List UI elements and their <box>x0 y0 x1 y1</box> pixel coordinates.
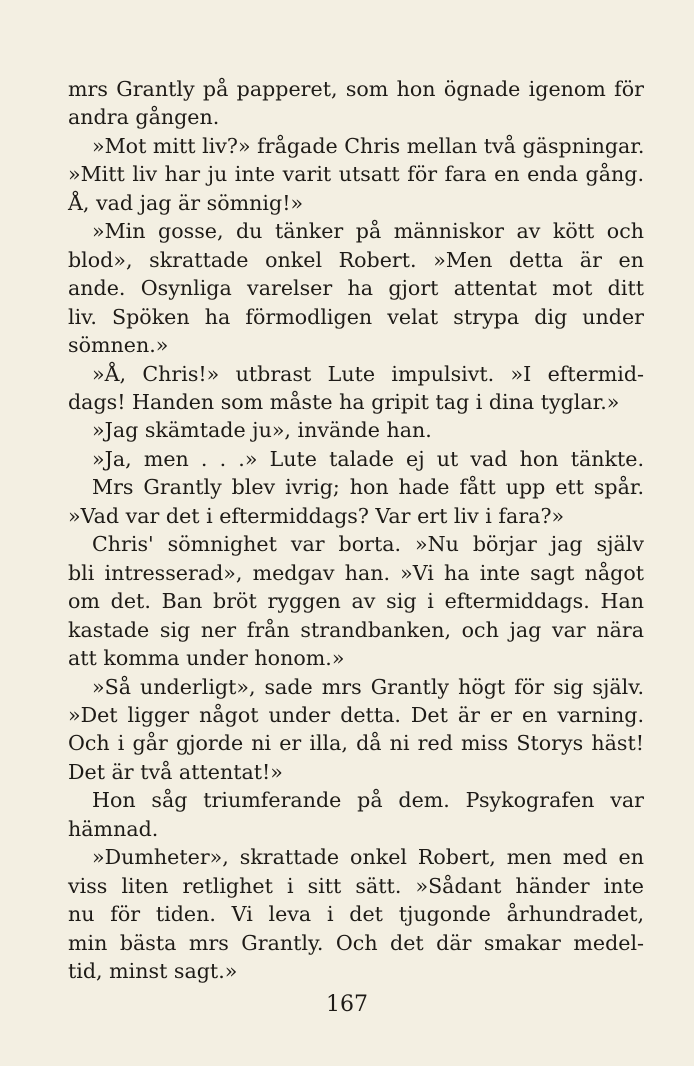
text-line: hämnad. <box>68 816 159 841</box>
text-line: nu för tiden. Vi leva i det tjugonde århundradet, <box>68 902 644 927</box>
text-line: dags! Handen som måste ha gripit tag i dina tyglar.» <box>68 389 620 414</box>
text-line: min bästa mrs Grantly. Och det där smakar medel- <box>68 930 644 955</box>
text-line: »Vad var det i eftermiddags? Var ert liv i fara?» <box>68 503 565 528</box>
text-line: »Ja, men . . .» Lute talade ej ut vad hon tänkte. <box>92 446 644 471</box>
text-line: Mrs Grantly blev ivrig; hon hade fått upp ett spår. <box>92 475 644 500</box>
text-line: sömnen.» <box>68 333 169 358</box>
text-line: Å, vad jag är sömnig!» <box>68 190 304 215</box>
text-line: »Så underligt», sade mrs Grantly högt för sig själv. <box>92 674 644 699</box>
text-line: »Jag skämtade ju», invände han. <box>92 418 432 443</box>
text-line: om det. Ban bröt ryggen av sig i eftermiddags. Han <box>68 589 644 614</box>
body-text <box>68 75 644 986</box>
text-line: blod», skrattade onkel Robert. »Men detta är en <box>68 247 644 272</box>
text-line: kastade sig ner från strandbanken, och jag var nära <box>68 617 644 642</box>
text-line: Chris' sömnighet var borta. »Nu börjar jag själv <box>92 532 644 557</box>
text-line: Det är två attentat!» <box>68 759 283 784</box>
text-line: »Min gosse, du tänker på människor av kött och <box>92 219 644 244</box>
page-number: 167 <box>326 992 368 1017</box>
text-line: »Dumheter», skrattade onkel Robert, men med en <box>92 845 644 870</box>
text-line: ande. Osynliga varelser ha gjort attentat mot ditt <box>68 276 644 301</box>
text-line: »Mot mitt liv?» frågade Chris mellan två gäspningar. <box>92 133 645 158</box>
text-line: »Mitt liv har ju inte varit utsatt för fara en enda gång. <box>68 162 644 187</box>
text-line: viss liten retlighet i sitt sätt. »Sådant händer inte <box>68 873 644 898</box>
text-line: Hon såg triumferande på dem. Psykografen var <box>92 788 644 813</box>
text-line: »Å, Chris!» utbrast Lute impulsivt. »I eftermid- <box>92 361 644 386</box>
text-line: liv. Spöken ha förmodligen velat strypa dig under <box>68 304 644 329</box>
text-line: tid, minst sagt.» <box>68 959 238 984</box>
text-line: andra gången. <box>68 105 220 130</box>
text-line: mrs Grantly på papperet, som hon ögnade igenom för <box>68 77 644 101</box>
text-line: Och i går gjorde ni er illa, då ni red miss Storys häst! <box>68 731 644 756</box>
text-line: »Det ligger något under detta. Det är er en varning. <box>68 702 644 727</box>
text-line: att komma under honom.» <box>68 646 345 671</box>
text-line: bli intresserad», medgav han. »Vi ha inte sagt något <box>68 560 644 585</box>
